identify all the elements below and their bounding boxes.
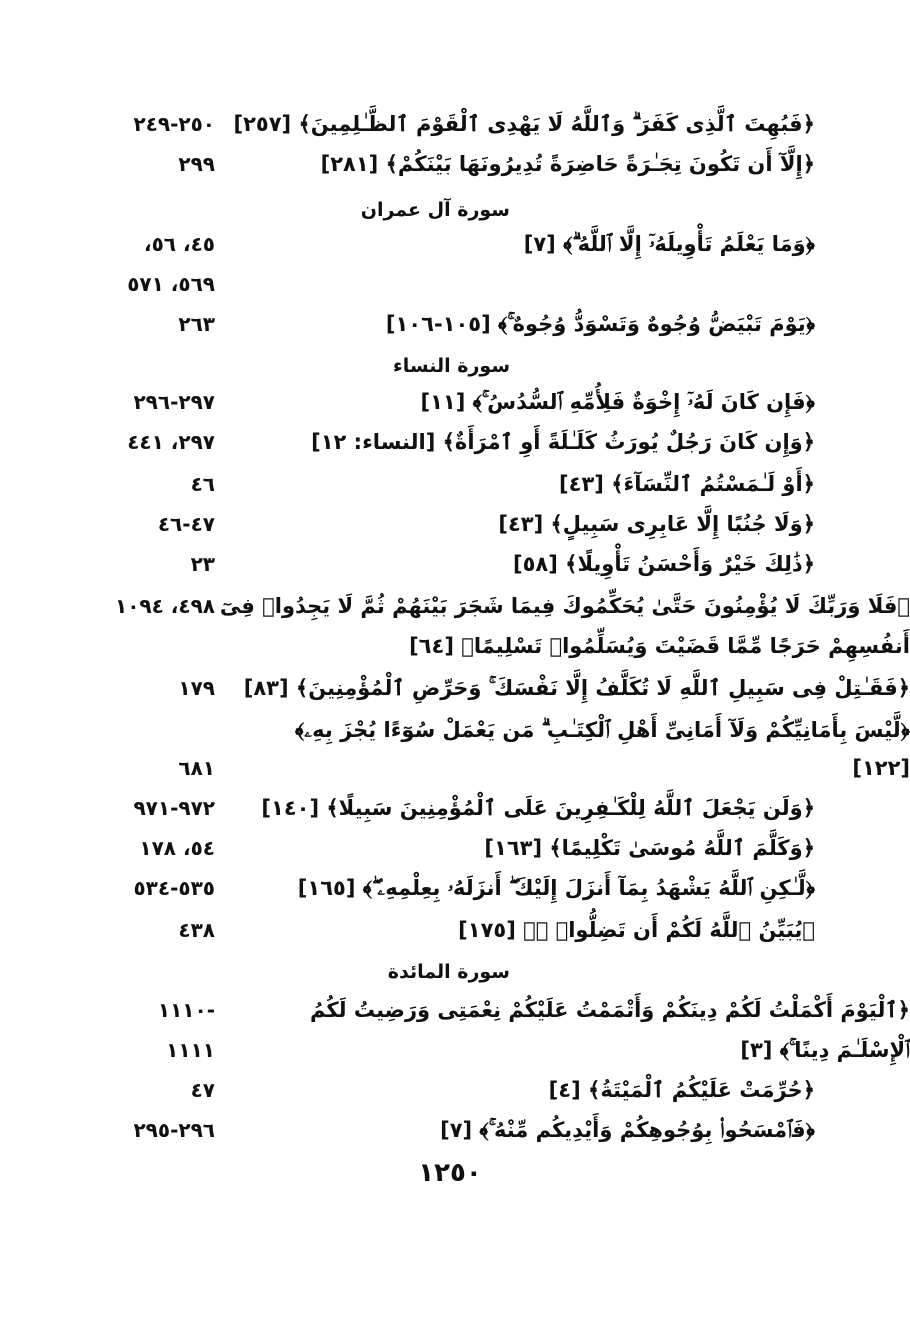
index-entry-continuation	[95, 748, 910, 788]
index-entry	[95, 788, 815, 828]
verse-text: ﴿فَلَا وَرَبِّكَ لَا يُؤْمِنُونَ حَتَّىٰ يُحَكِّمُوكَ فِيمَا شَجَرَ بَيْنَهُمْ ثُمَّ لَا يَجِدُوا۟ فِىٓ	[219, 594, 910, 618]
page-references: ٤٥، ٥٦،	[143, 232, 215, 256]
index-entry	[95, 264, 815, 304]
verse-text: ﴿وَكَلَّمَ ٱللَّهُ مُوسَىٰ تَكْلِيمًا﴾ [١٦٣]	[484, 836, 815, 860]
index-entry	[95, 1110, 815, 1150]
verse-text: ﴿فَبُهِتَ ٱلَّذِى كَفَرَ ۗ وَٱللَّهُ لَا يَهْدِى ٱلْقَوْمَ ٱلظَّـٰلِمِينَ﴾ [٢٥٧]	[233, 112, 815, 136]
verse-text: ﴿وَمَا يَعْلَمُ تَأْوِيلَهُۥٓ إِلَّا ٱللَّهُ ۗ﴾ [٧]	[523, 232, 815, 256]
verse-text: [١٢٢]	[852, 756, 910, 780]
verse-text: ﴿لَّـٰكِنِ ٱللَّهُ يَشْهَدُ بِمَآ أَنزَلَ إِلَيْكَ ۖ أَنزَلَهُۥ بِعِلْمِهِۦ ۖ﴾ [١٦٥]	[297, 876, 815, 900]
page-references: ٦٨١	[178, 756, 215, 780]
verse-text: ﴿حُرِّمَتْ عَلَيْكُمُ ٱلْمَيْتَةُ﴾ [٤]	[548, 1078, 815, 1102]
index-entry	[95, 1070, 815, 1110]
index-entry	[95, 868, 815, 908]
verse-text: ٱلْإِسْلَـٰمَ دِينًا ۚ﴾ [٣]	[740, 1038, 910, 1062]
verse-text: ﴿وَإِن كَانَ رَجُلٌ يُورَثُ كَلَـٰلَةً أَوِ ٱمْرَأَةٌ﴾ [النساء: ١٢]	[311, 430, 815, 454]
index-entry	[95, 990, 910, 1030]
page-references: ٢٩٩	[178, 152, 215, 176]
index-entry	[95, 544, 815, 584]
page-references: ٢٩٧، ٤٤١	[127, 430, 215, 454]
page-references: ٩٧٢-٩٧١	[133, 796, 215, 820]
index-entry	[95, 910, 815, 950]
page-references: -١١١٠	[157, 998, 215, 1022]
page-number: ١٢٥٠	[418, 1158, 482, 1188]
verse-text: ﴿إِلَّآ أَن تَكُونَ تِجَـٰرَةً حَاضِرَةً تُدِيرُونَهَا بَيْنَكُمْ﴾ [٢٨١]	[320, 152, 815, 176]
index-entry	[95, 304, 815, 344]
page-references: ٤٧	[190, 1078, 215, 1102]
index-entry	[95, 828, 815, 868]
page-references: ١١١١	[166, 1038, 215, 1062]
index-entry	[95, 668, 910, 708]
index-entry	[95, 224, 815, 264]
index-entry	[95, 144, 815, 184]
verse-text: ﴿وَلَا جُنُبًا إِلَّا عَابِرِى سَبِيلٍ﴾ [٤٣]	[498, 512, 815, 536]
page-references: ٥٦٩، ٥٧١	[127, 272, 215, 296]
index-entry-continuation	[95, 1030, 910, 1070]
index-entry	[95, 504, 815, 544]
verse-text: ﴿وَلَن يَجْعَلَ ٱللَّهُ لِلْكَـٰفِرِينَ عَلَى ٱلْمُؤْمِنِينَ سَبِيلًا﴾ [١٤٠]	[261, 796, 815, 820]
verse-text: ﴿فَٱمْسَحُوا۟ بِوُجُوهِكُمْ وَأَيْدِيكُم مِّنْهُ ۚ﴾ [٧]	[440, 1118, 815, 1142]
page-references: ٤٩٨، ١٠٩٤	[114, 594, 215, 618]
surah-heading: سورة النساء	[393, 355, 510, 377]
page-references: ٢٩٧-٢٩٦	[133, 390, 215, 414]
page-references: ٤٣٨	[178, 918, 215, 942]
index-entry	[95, 382, 815, 422]
verse-text: ﴿فَإِن كَانَ لَهُۥٓ إِخْوَةٌ فَلِأُمِّهِ ٱلسُّدُسُ ۚ﴾ [١١]	[420, 390, 815, 414]
verse-text: ﴿ٱلْيَوْمَ أَكْمَلْتُ لَكُمْ دِينَكُمْ وَأَتْمَمْتُ عَلَيْكُمْ نِعْمَتِى وَرَضِيتُ لَكُمُ	[309, 998, 910, 1022]
index-entry	[95, 710, 910, 750]
index-entry	[95, 422, 815, 462]
verse-text: ﴿ذَٰلِكَ خَيْرٌ وَأَحْسَنُ تَأْوِيلًا﴾ [٥٨]	[513, 552, 815, 576]
page-references: ٥٤، ١٧٨	[139, 836, 215, 860]
verse-text: ﴿لَّيْسَ بِأَمَانِيِّكُمْ وَلَآ أَمَانِىِّ أَهْلِ ٱلْكِتَـٰبِ ۗ مَن يَعْمَلْ سُوٓءًا يُجْزَ بِهِۦ﴾	[294, 718, 910, 742]
page-references: ٢٥٠-٢٤٩	[133, 112, 215, 136]
index-entry	[95, 464, 815, 504]
verse-text: ﴿يَوْمَ تَبْيَضُّ وُجُوهٌ وَتَسْوَدُّ وُجُوهٌ ۚ﴾ [١٠٥-١٠٦]	[385, 312, 815, 336]
index-entry-continuation	[95, 626, 910, 666]
page-references: ٤٧-٤٦	[157, 512, 215, 536]
page-references: ٤٦	[190, 472, 215, 496]
page-references: ٢٩٦-٢٩٥	[133, 1118, 215, 1142]
page-references: ١٧٩	[178, 676, 215, 700]
page-references: ٥٣٥-٥٣٤	[133, 876, 215, 900]
index-entry	[95, 586, 910, 626]
surah-heading: سورة آل عمران	[360, 199, 510, 221]
verse-text: أَنفُسِهِمْ حَرَجًا مِّمَّا قَضَيْتَ وَيُسَلِّمُوا۟ تَسْلِيمًا﴾ [٦٤]	[409, 634, 910, 658]
page-references: ٢٦٣	[178, 312, 215, 336]
verse-text: ﴿أَوْ لَـٰمَسْتُمُ ٱلنِّسَآءَ﴾ [٤٣]	[559, 472, 815, 496]
surah-heading: سورة المائدة	[387, 961, 510, 983]
index-entry	[95, 104, 815, 144]
verse-text: ﴿يُبَيِّنُ ٱللَّهُ لَكُمْ أَن تَضِلُّوا۟ ۗ﴾ [١٧٥]	[458, 918, 815, 942]
verse-text: ﴿فَقَـٰتِلْ فِى سَبِيلِ ٱللَّهِ لَا تُكَلَّفُ إِلَّا نَفْسَكَ ۚ وَحَرِّضِ ٱلْمُؤْمِنِينَ﴾ [٨٣]	[243, 676, 910, 700]
page-references: ٢٣	[190, 552, 215, 576]
